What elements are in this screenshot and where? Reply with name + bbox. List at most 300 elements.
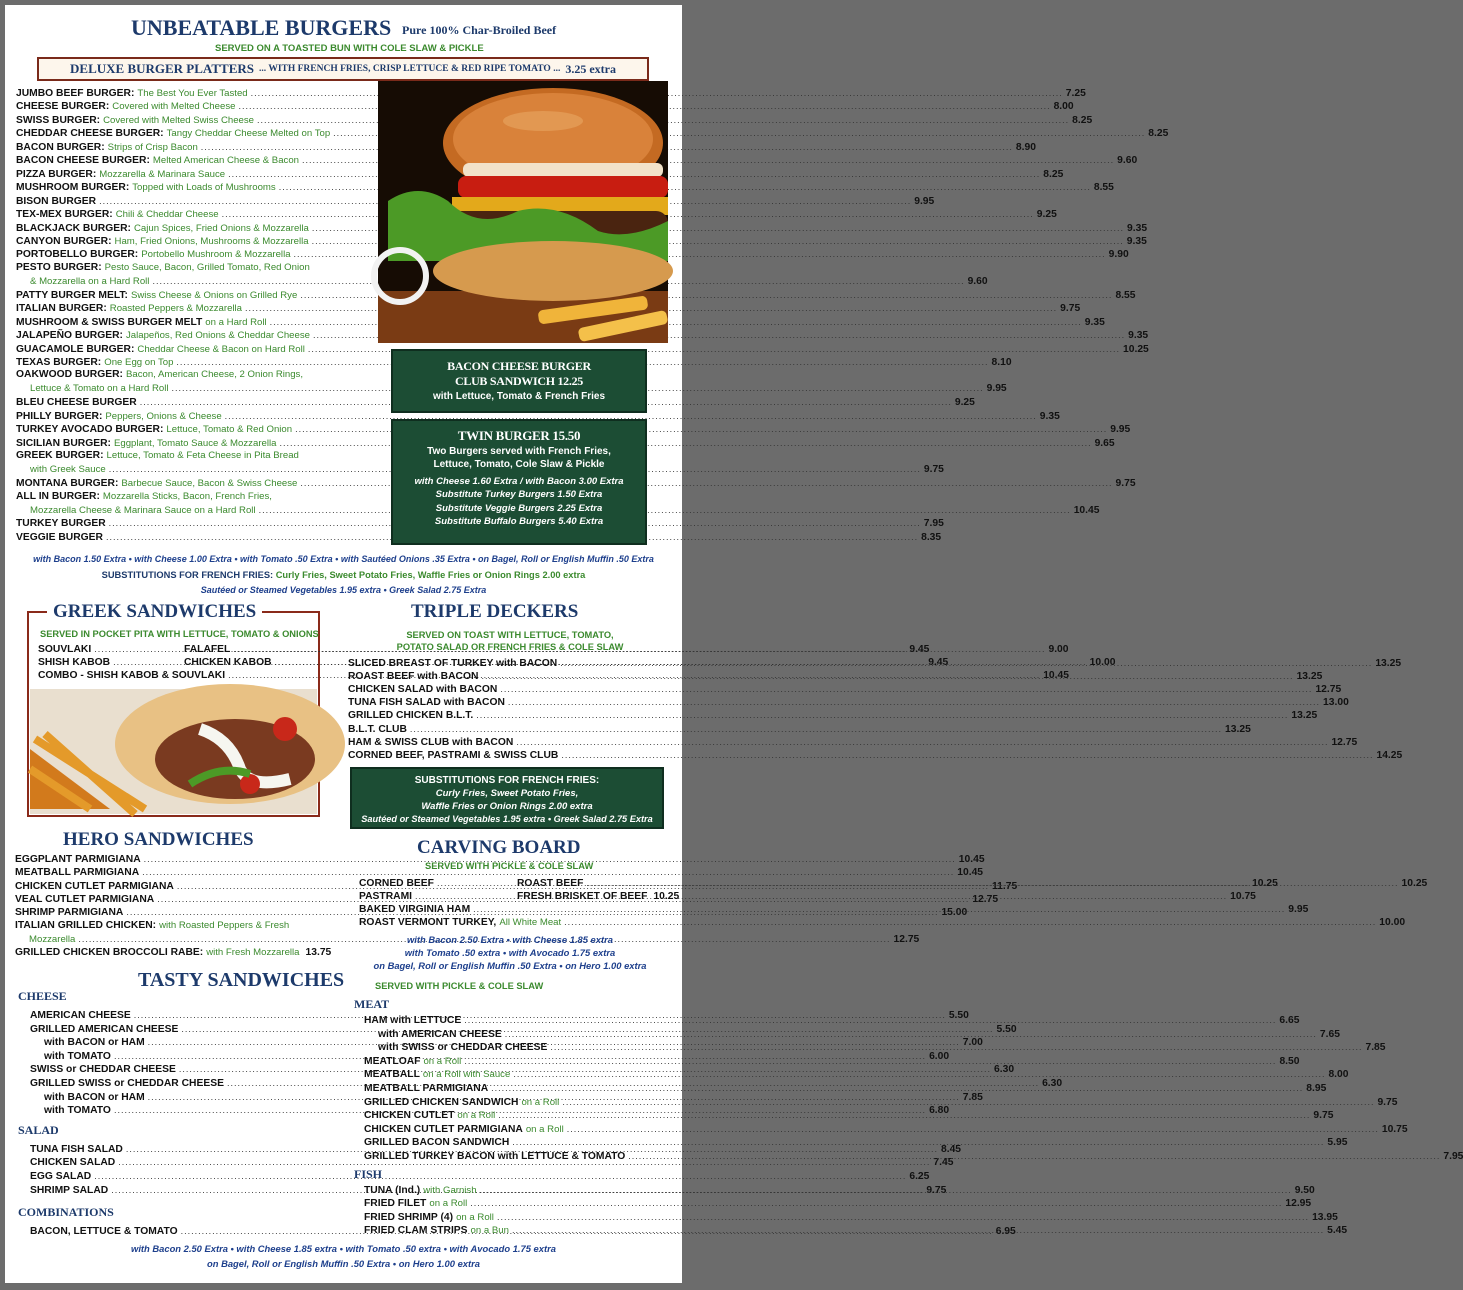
triple-item bbox=[348, 723, 1251, 736]
item-price: 8.25 bbox=[1148, 128, 1169, 140]
platter-label: DELUXE BURGER PLATTERS bbox=[70, 61, 254, 76]
item-price: 8.55 bbox=[1093, 182, 1114, 194]
item-price: 9.95 bbox=[914, 195, 935, 207]
item-name: CHICKEN CUTLET bbox=[364, 1110, 455, 1122]
triple-item bbox=[348, 736, 1358, 749]
item-price: 9.75 bbox=[1115, 478, 1136, 490]
item-name: HAM with LETTUCE bbox=[364, 1015, 462, 1026]
item-price: 13.25 bbox=[1296, 671, 1323, 683]
item-name: with TOMATO bbox=[44, 1050, 111, 1062]
burger-item bbox=[16, 369, 361, 381]
item-price: 12.95 bbox=[1285, 1198, 1312, 1210]
club-sub: with Lettuce, Tomato & French Fries bbox=[432, 391, 606, 402]
burger-item-cont bbox=[30, 275, 988, 288]
item-name: CANYON BURGER: bbox=[16, 235, 112, 247]
item-price: 9.00 bbox=[1048, 644, 1069, 655]
burgers-tagline: Pure 100% Char-Broiled Beef bbox=[402, 23, 557, 37]
item-name: VEGGIE BURGER bbox=[16, 531, 103, 543]
item-desc: Jalapeños, Red Onions & Cheddar Cheese bbox=[125, 330, 310, 342]
item-price: 12.75 bbox=[972, 893, 999, 905]
triple-item bbox=[348, 696, 1349, 709]
item-desc: Eggplant, Tomato Sauce & Mozzarella bbox=[113, 437, 277, 449]
item-name: GRILLED AMERICAN CHEESE bbox=[30, 1023, 179, 1035]
item-desc: with Roasted Peppers & Fresh bbox=[159, 919, 290, 931]
item-price: 6.30 bbox=[994, 1064, 1015, 1076]
gyro-illustration bbox=[30, 689, 317, 814]
item-name: PIZZA BURGER: bbox=[16, 168, 97, 180]
leader-dots bbox=[586, 877, 1398, 889]
item-name: GRILLED CHICKEN BROCCOLI RABE: bbox=[15, 947, 204, 959]
item-name: PESTO BURGER: bbox=[16, 261, 102, 273]
twin-line2: Lettuce, Tomato, Cole Slaw & Pickle bbox=[433, 459, 605, 470]
item-name: PATTY BURGER MELT: bbox=[16, 289, 128, 301]
item-price: 7.95 bbox=[923, 518, 944, 530]
item-desc-cont: Lettuce & Tomato on a Hard Roll bbox=[30, 383, 169, 395]
leader-dots bbox=[562, 1096, 1374, 1108]
item-price: 9.75 bbox=[1313, 1110, 1334, 1122]
item-desc: Peppers, Onions & Cheese bbox=[105, 410, 222, 422]
burgers-served: SERVED ON A TOASTED BUN WITH COLE SLAW & PICKLE bbox=[215, 43, 484, 54]
item-name: CHICKEN SALAD with BACON bbox=[348, 684, 498, 696]
item-name: HAM & SWISS CLUB with BACON bbox=[348, 736, 514, 748]
item-desc: Tangy Cheddar Cheese Melted on Top bbox=[166, 128, 331, 140]
item-price: 13.25 bbox=[1291, 710, 1318, 722]
item-desc: on a Roll bbox=[423, 1055, 462, 1067]
item-price: 9.60 bbox=[1117, 155, 1138, 167]
meat-hdr: MEAT bbox=[354, 997, 390, 1011]
item-price: 10.25 bbox=[1123, 343, 1149, 355]
item-name: SWISS or CHEDDAR CHEESE bbox=[30, 1064, 176, 1076]
club-title: BACON CHEESE BURGER bbox=[447, 359, 591, 373]
item-desc: Lettuce, Tomato & Feta Cheese in Pita Bread bbox=[106, 450, 299, 462]
leader-dots bbox=[473, 903, 1285, 915]
item-name: BISON BURGER bbox=[16, 195, 97, 207]
leader-dots bbox=[480, 1184, 1292, 1196]
twin-line4: Substitute Turkey Burgers 1.50 Extra bbox=[435, 489, 603, 500]
item-name: ROAST BEEF with BACON bbox=[348, 671, 479, 683]
item-price: 13.75 bbox=[305, 947, 332, 959]
item-desc: on a Bun bbox=[470, 1225, 509, 1237]
carving-item bbox=[359, 916, 1406, 929]
burger-item bbox=[16, 302, 1081, 315]
item-name: MUSHROOM & SWISS BURGER MELT bbox=[16, 316, 203, 328]
item-price: 9.95 bbox=[1110, 424, 1131, 436]
item-price: 13.25 bbox=[1225, 723, 1251, 735]
item-name: with SWISS or CHEDDAR CHEESE bbox=[378, 1042, 548, 1054]
item-price: 8.50 bbox=[1279, 1055, 1300, 1067]
item-name: TURKEY BURGER bbox=[16, 518, 106, 530]
item-price: 9.50 bbox=[1294, 1184, 1315, 1196]
item-name: COMBO - SHISH KABOB & SOUVLAKI bbox=[38, 670, 226, 681]
item-price: 9.35 bbox=[1127, 222, 1148, 234]
item-price: 8.25 bbox=[1043, 168, 1064, 180]
item-desc: on a Roll bbox=[429, 1198, 468, 1210]
item-price: 12.75 bbox=[1331, 736, 1358, 748]
hero-item bbox=[15, 920, 328, 932]
item-name: CHEDDAR CHEESE BURGER: bbox=[16, 128, 164, 140]
item-desc: on a Roll with Sauce bbox=[422, 1069, 511, 1081]
item-price: 9.75 bbox=[1060, 303, 1081, 315]
gyro-photo bbox=[30, 689, 317, 814]
item-price: 6.30 bbox=[1042, 1078, 1063, 1089]
burger-item bbox=[16, 410, 1060, 423]
burger-subs bbox=[5, 570, 682, 580]
item-name: MUSHROOM BURGER: bbox=[16, 182, 130, 194]
fish-item bbox=[364, 1211, 1338, 1224]
item-desc: Lettuce, Tomato & Red Onion bbox=[166, 424, 293, 436]
item-name: ALL IN BURGER: bbox=[16, 490, 100, 502]
leader-dots bbox=[550, 1041, 1362, 1053]
carving-item bbox=[517, 890, 680, 903]
item-name: TUNA (Ind.) bbox=[364, 1184, 421, 1196]
item-name: CORNED BEEF bbox=[359, 878, 434, 889]
leader-dots bbox=[497, 1211, 1309, 1223]
leader-dots bbox=[481, 670, 1293, 682]
meat-item bbox=[364, 1123, 1408, 1136]
item-price: 9.45 bbox=[909, 644, 930, 655]
comb-hdr: COMBINATIONS bbox=[18, 1205, 114, 1220]
item-name: FRESH BRISKET OF BEEF bbox=[517, 891, 648, 902]
item-name: BACON, LETTUCE & TOMATO bbox=[30, 1226, 178, 1238]
burger-item bbox=[16, 343, 1149, 356]
burger-item bbox=[16, 127, 1169, 140]
item-name: SICILIAN BURGER: bbox=[16, 437, 111, 449]
item-name: GREEK BURGER: bbox=[16, 450, 104, 462]
burger-illustration bbox=[378, 81, 668, 343]
carving-note-2: with Tomato .50 extra • with Avocado 1.75 extra bbox=[404, 947, 616, 958]
item-desc: Roasted Peppers & Mozzarella bbox=[109, 303, 243, 315]
item-price: 9.95 bbox=[1288, 904, 1309, 915]
item-price: 10.00 bbox=[1089, 657, 1116, 668]
leader-dots bbox=[470, 1197, 1282, 1209]
burgers-title: UNBEATABLE BURGERS bbox=[131, 15, 392, 40]
item-desc-cont: with Greek Sauce bbox=[30, 464, 106, 476]
item-name: with TOMATO bbox=[44, 1105, 111, 1117]
burger-subs-label: SUBSTITUTIONS FOR FRENCH FRIES: bbox=[101, 570, 274, 580]
leader-dots bbox=[516, 736, 1328, 748]
burger-item bbox=[16, 87, 1086, 100]
item-desc-cont: & Mozzarella on a Hard Roll bbox=[30, 275, 150, 287]
item-desc: Topped with Loads of Mushrooms bbox=[132, 182, 276, 194]
twin-line6: Substitute Buffalo Burgers 5.40 Extra bbox=[434, 516, 604, 527]
item-price: 12.75 bbox=[1315, 684, 1342, 696]
burger-item bbox=[16, 248, 1129, 261]
item-desc: Swiss Cheese & Onions on Grilled Rye bbox=[130, 289, 298, 301]
item-price: 10.00 bbox=[1379, 917, 1406, 928]
burger-item bbox=[16, 491, 361, 503]
item-price: 9.25 bbox=[1036, 209, 1057, 221]
item-price: 9.35 bbox=[1084, 316, 1105, 328]
item-name: ITALIAN BURGER: bbox=[16, 303, 107, 315]
burger-item bbox=[16, 114, 1093, 127]
burger-extras: with Bacon 1.50 Extra • with Cheese 1.00 Extra • with Tomato .50 Extra • with Sautéed Onions .35 Extra • on Bagel, Roll or English Muffin .50 Extra bbox=[33, 554, 654, 564]
item-price: 6.95 bbox=[995, 1226, 1016, 1238]
carving-note-1: with Bacon 2.50 Extra • with Cheese 1.85 extra bbox=[407, 934, 613, 945]
item-name: MONTANA BURGER: bbox=[16, 478, 119, 490]
item-price: 5.50 bbox=[996, 1023, 1017, 1035]
leader-dots bbox=[464, 1014, 1276, 1026]
item-desc: Pesto Sauce, Bacon, Grilled Tomato, Red Onion bbox=[104, 261, 310, 273]
item-price: 5.45 bbox=[1327, 1225, 1348, 1237]
item-desc: Portobello Mushroom & Mozzarella bbox=[141, 249, 291, 261]
tasty-note-2: on Bagel, Roll or English Muffin .50 Extra • on Hero 1.00 extra bbox=[207, 1258, 480, 1269]
burger-item bbox=[16, 531, 942, 544]
item-name: with AMERICAN CHEESE bbox=[378, 1028, 502, 1040]
leader-dots bbox=[500, 683, 1312, 695]
item-name: SWISS BURGER: bbox=[16, 114, 101, 126]
item-name: BLEU CHEESE BURGER bbox=[16, 397, 137, 409]
item-price: 9.90 bbox=[1108, 249, 1129, 261]
item-name: MEATBALL bbox=[364, 1069, 420, 1081]
burger-item-cont bbox=[30, 382, 1007, 395]
item-name: GRILLED BACON SANDWICH bbox=[364, 1137, 510, 1149]
twin-title: TWIN BURGER 15.50 bbox=[457, 428, 581, 443]
leader-dots bbox=[513, 1068, 1325, 1080]
item-price: 9.75 bbox=[923, 464, 944, 476]
item-desc: on a Roll bbox=[525, 1123, 564, 1135]
item-price: 6.80 bbox=[929, 1105, 950, 1117]
item-name: VEAL CUTLET PARMIGIANA bbox=[15, 893, 155, 905]
item-price: 13.95 bbox=[1312, 1211, 1338, 1223]
item-name: CHICKEN KABOB bbox=[184, 657, 272, 668]
cheese-hdr: CHEESE bbox=[18, 989, 67, 1003]
item-price: 9.75 bbox=[926, 1184, 947, 1196]
item-name: GRILLED TURKEY BACON with LETTUCE & TOMATO bbox=[364, 1151, 626, 1162]
item-name: PORTOBELLO BURGER: bbox=[16, 249, 139, 261]
item-name: BAKED VIRGINIA HAM bbox=[359, 904, 471, 915]
item-price: 10.45 bbox=[1073, 504, 1100, 516]
platter-banner bbox=[37, 57, 649, 81]
twin-line5: Substitute Veggie Burgers 2.25 Extra bbox=[435, 502, 603, 514]
twin-line1: Two Burgers served with French Fries, bbox=[427, 445, 611, 457]
item-name: SOUVLAKI bbox=[38, 644, 92, 655]
item-desc: Strips of Crisp Bacon bbox=[107, 141, 198, 153]
leader-dots bbox=[505, 1028, 1317, 1040]
item-name: ROAST BEEF bbox=[517, 878, 584, 889]
item-name: MEATBALL PARMIGIANA bbox=[15, 867, 140, 879]
hero-item bbox=[15, 946, 332, 959]
item-desc: One Egg on Top bbox=[104, 357, 174, 368]
burger-item bbox=[16, 195, 935, 208]
burger-photo bbox=[378, 81, 668, 343]
item-price: 11.75 bbox=[991, 880, 1018, 892]
item-price: 6.25 bbox=[909, 1171, 930, 1182]
item-desc: Covered with Melted Cheese bbox=[112, 101, 236, 113]
burger-item bbox=[16, 154, 1138, 167]
item-price: 10.45 bbox=[958, 854, 985, 865]
item-desc: Ham, Fried Onions, Mushrooms & Mozzarella bbox=[114, 235, 309, 247]
item-price: 8.90 bbox=[1015, 141, 1036, 153]
item-price: 9.25 bbox=[954, 397, 975, 409]
item-desc: Cheddar Cheese & Bacon on Hard Roll bbox=[137, 343, 305, 355]
item-price: 10.45 bbox=[957, 867, 984, 879]
item-name: TUNA FISH SALAD bbox=[30, 1143, 123, 1155]
club-sandwich-box bbox=[391, 349, 647, 413]
item-name: FRIED CLAM STRIPS bbox=[364, 1225, 468, 1237]
club-title2: CLUB SANDWICH 12.25 bbox=[455, 374, 583, 388]
item-name: SHRIMP SALAD bbox=[30, 1184, 109, 1196]
item-name: AMERICAN CHEESE bbox=[30, 1010, 131, 1021]
platter-with: ... WITH FRENCH FRIES, CRISP LETTUCE & RED RIPE TOMATO ... bbox=[258, 64, 561, 74]
item-name: SLICED BREAST OF TURKEY with BACON bbox=[348, 658, 558, 669]
item-name: OAKWOOD BURGER: bbox=[16, 369, 123, 381]
menu-page bbox=[5, 5, 1463, 1283]
fish-item bbox=[364, 1197, 1312, 1210]
item-price: 5.50 bbox=[948, 1010, 969, 1021]
carving-served: SERVED WITH PICKLE & COLE SLAW bbox=[425, 861, 594, 871]
leader-dots bbox=[560, 657, 1372, 669]
item-desc: Bacon, American Cheese, 2 Onion Rings, bbox=[125, 369, 304, 381]
burger-item bbox=[16, 262, 361, 274]
item-price: 9.35 bbox=[1126, 235, 1147, 247]
carving-title: CARVING BOARD bbox=[417, 837, 581, 858]
item-name: TURKEY AVOCADO BURGER: bbox=[16, 424, 164, 436]
burger-item bbox=[16, 329, 1149, 342]
item-desc: with Fresh Mozzarella bbox=[206, 947, 300, 959]
triple-title: TRIPLE DECKERS bbox=[411, 601, 579, 622]
item-price: 9.60 bbox=[967, 275, 988, 287]
item-name: EGGPLANT PARMIGIANA bbox=[15, 854, 141, 865]
twin-line3: with Cheese 1.60 Extra / with Bacon 3.00 Extra bbox=[414, 475, 624, 487]
item-name: MEATLOAF bbox=[364, 1055, 421, 1067]
leader-dots bbox=[512, 1136, 1324, 1148]
item-name: with BACON or HAM bbox=[44, 1091, 145, 1103]
leader-dots bbox=[508, 696, 1320, 708]
salad-hdr: SALAD bbox=[18, 1122, 59, 1137]
burger-subs-line2: Sautéed or Steamed Vegetables 1.95 extra • Greek Salad 2.75 Extra bbox=[200, 585, 487, 595]
leader-dots bbox=[512, 1224, 1324, 1236]
burger-item bbox=[16, 235, 1147, 248]
item-price: 8.10 bbox=[991, 357, 1012, 368]
item-desc-cont: Mozzarella bbox=[29, 933, 76, 945]
item-price: 13.25 bbox=[1375, 658, 1402, 669]
burger-item bbox=[16, 208, 1057, 221]
burger-item bbox=[16, 289, 1136, 302]
item-name: PHILLY BURGER: bbox=[16, 410, 103, 422]
item-desc: Cajun Spices, Fried Onions & Mozzarella bbox=[133, 222, 309, 234]
triple-subs-1: Curly Fries, Sweet Potato Fries, bbox=[435, 788, 579, 799]
tasty-title: TASTY SANDWICHES bbox=[138, 969, 345, 991]
burger-item bbox=[16, 168, 1064, 181]
leader-dots bbox=[564, 916, 1376, 928]
item-price: 10.75 bbox=[1381, 1123, 1408, 1135]
item-name: JUMBO BEEF BURGER: bbox=[16, 88, 135, 99]
item-desc: on a Hard Roll bbox=[205, 316, 267, 328]
item-price: 9.65 bbox=[1094, 437, 1115, 449]
burger-item bbox=[16, 316, 1105, 329]
item-name: BLACKJACK BURGER: bbox=[16, 222, 131, 234]
item-desc: Mozzarella & Marinara Sauce bbox=[99, 168, 226, 180]
fish-hdr: FISH bbox=[354, 1166, 383, 1181]
item-price: 7.85 bbox=[1365, 1042, 1386, 1054]
item-name: BACON CHEESE BURGER: bbox=[16, 155, 150, 167]
triple-item bbox=[348, 683, 1342, 696]
item-name: CHICKEN SALAD bbox=[30, 1157, 116, 1169]
item-desc-cont: Mozzarella Cheese & Marinara Sauce on a Hard Roll bbox=[30, 504, 256, 516]
item-price: 8.45 bbox=[940, 1143, 962, 1155]
item-price: 7.95 bbox=[1443, 1151, 1463, 1162]
item-price: 8.00 bbox=[1053, 101, 1074, 113]
item-name: TUNA FISH SALAD with BACON bbox=[348, 697, 505, 709]
item-name: FRIED SHRIMP (4) bbox=[364, 1211, 454, 1223]
item-name: GUACAMOLE BURGER: bbox=[16, 343, 135, 355]
item-price: 8.00 bbox=[1328, 1069, 1349, 1081]
item-desc: The Best You Ever Tasted bbox=[137, 88, 248, 99]
item-name: SHRIMP PARMIGIANA bbox=[15, 907, 124, 919]
tasty-note-1: with Bacon 2.50 Extra • with Cheese 1.85 extra • with Tomato .50 extra • with Avocado 1.75 extra bbox=[131, 1243, 556, 1254]
item-price: 7.85 bbox=[962, 1091, 983, 1103]
item-price: 7.45 bbox=[933, 1157, 954, 1169]
burger-subs-text: Curly Fries, Sweet Potato Fries, Waffle Fries or Onion Rings 2.00 extra bbox=[275, 570, 586, 580]
item-name: GRILLED SWISS or CHEDDAR CHEESE bbox=[30, 1078, 224, 1089]
item-price: 6.65 bbox=[1279, 1015, 1300, 1026]
burger-item bbox=[16, 450, 361, 462]
item-price: 13.00 bbox=[1323, 697, 1349, 709]
item-price: 14.25 bbox=[1376, 749, 1403, 761]
item-name: EGG SALAD bbox=[30, 1171, 92, 1182]
triple-served-1: SERVED ON TOAST WITH LETTUCE, TOMATO, bbox=[406, 630, 614, 640]
item-price: 7.65 bbox=[1319, 1028, 1340, 1040]
item-name: B.L.T. CLUB bbox=[348, 723, 407, 735]
item-name: GRILLED CHICKEN B.L.T. bbox=[348, 710, 474, 722]
item-price: 9.35 bbox=[1128, 330, 1149, 342]
twin-burger-box bbox=[391, 419, 647, 545]
item-price: 10.25 bbox=[1401, 878, 1428, 889]
item-name: BACON BURGER: bbox=[16, 141, 105, 153]
leader-dots bbox=[259, 504, 1071, 516]
burger-item bbox=[16, 222, 1148, 235]
item-name: GRILLED CHICKEN SANDWICH bbox=[364, 1096, 519, 1108]
item-name: CHICKEN CUTLET PARMIGIANA bbox=[15, 880, 174, 892]
burger-item bbox=[16, 100, 1074, 113]
item-name: MEATBALL PARMIGIANA bbox=[364, 1083, 489, 1094]
greek-served: SERVED IN POCKET PITA WITH LETTUCE, TOMATO & ONIONS bbox=[40, 629, 319, 639]
item-name: SHISH KABOB bbox=[38, 657, 111, 668]
item-desc: Barbecue Sauce, Bacon & Swiss Cheese bbox=[121, 478, 298, 490]
item-name: PASTRAMI bbox=[359, 891, 413, 902]
triple-served bbox=[350, 629, 670, 653]
burger-item bbox=[16, 437, 1115, 450]
item-name: ROAST VERMONT TURKEY, bbox=[359, 917, 497, 928]
item-price: 6.00 bbox=[929, 1050, 950, 1062]
item-desc: Chili & Cheddar Cheese bbox=[115, 209, 219, 221]
item-price: 12.75 bbox=[893, 933, 920, 945]
item-name: JALAPEÑO BURGER: bbox=[16, 330, 123, 342]
triple-item bbox=[348, 749, 1403, 762]
triple-subs-title: SUBSTITUTIONS FOR FRENCH FRIES: bbox=[414, 775, 600, 786]
item-desc: with Garnish bbox=[423, 1184, 477, 1196]
leader-dots bbox=[628, 1150, 1440, 1162]
item-name: FALAFEL bbox=[184, 644, 231, 655]
leader-dots bbox=[498, 1109, 1310, 1121]
triple-subs-3: Sautéed or Steamed Vegetables 1.95 extra • Greek Salad 2.75 Extra bbox=[361, 814, 653, 824]
item-price: 10.45 bbox=[1043, 670, 1069, 681]
item-price: 15.00 bbox=[941, 907, 968, 919]
item-name: ITALIAN GRILLED CHICKEN: bbox=[15, 919, 157, 931]
hero-title: HERO SANDWICHES bbox=[63, 829, 254, 850]
item-price: 10.25 bbox=[653, 891, 680, 902]
platter-price: 3.25 extra bbox=[565, 61, 616, 76]
item-price: 9.95 bbox=[986, 383, 1007, 395]
item-name: TEX-MEX BURGER: bbox=[16, 209, 113, 221]
leader-dots bbox=[561, 749, 1373, 761]
greek-title: GREEK SANDWICHES bbox=[47, 601, 262, 623]
item-price: 7.00 bbox=[962, 1037, 983, 1049]
item-desc: Melted American Cheese & Bacon bbox=[152, 155, 299, 167]
triple-served-2: POTATO SALAD OR FRENCH FRIES & COLE SLAW bbox=[396, 642, 624, 652]
triple-subs-2: Waffle Fries or Onion Rings 2.00 extra bbox=[421, 801, 593, 812]
carving-note-3: on Bagel, Roll or English Muffin .50 Extra • on Hero 1.00 extra bbox=[373, 960, 647, 971]
